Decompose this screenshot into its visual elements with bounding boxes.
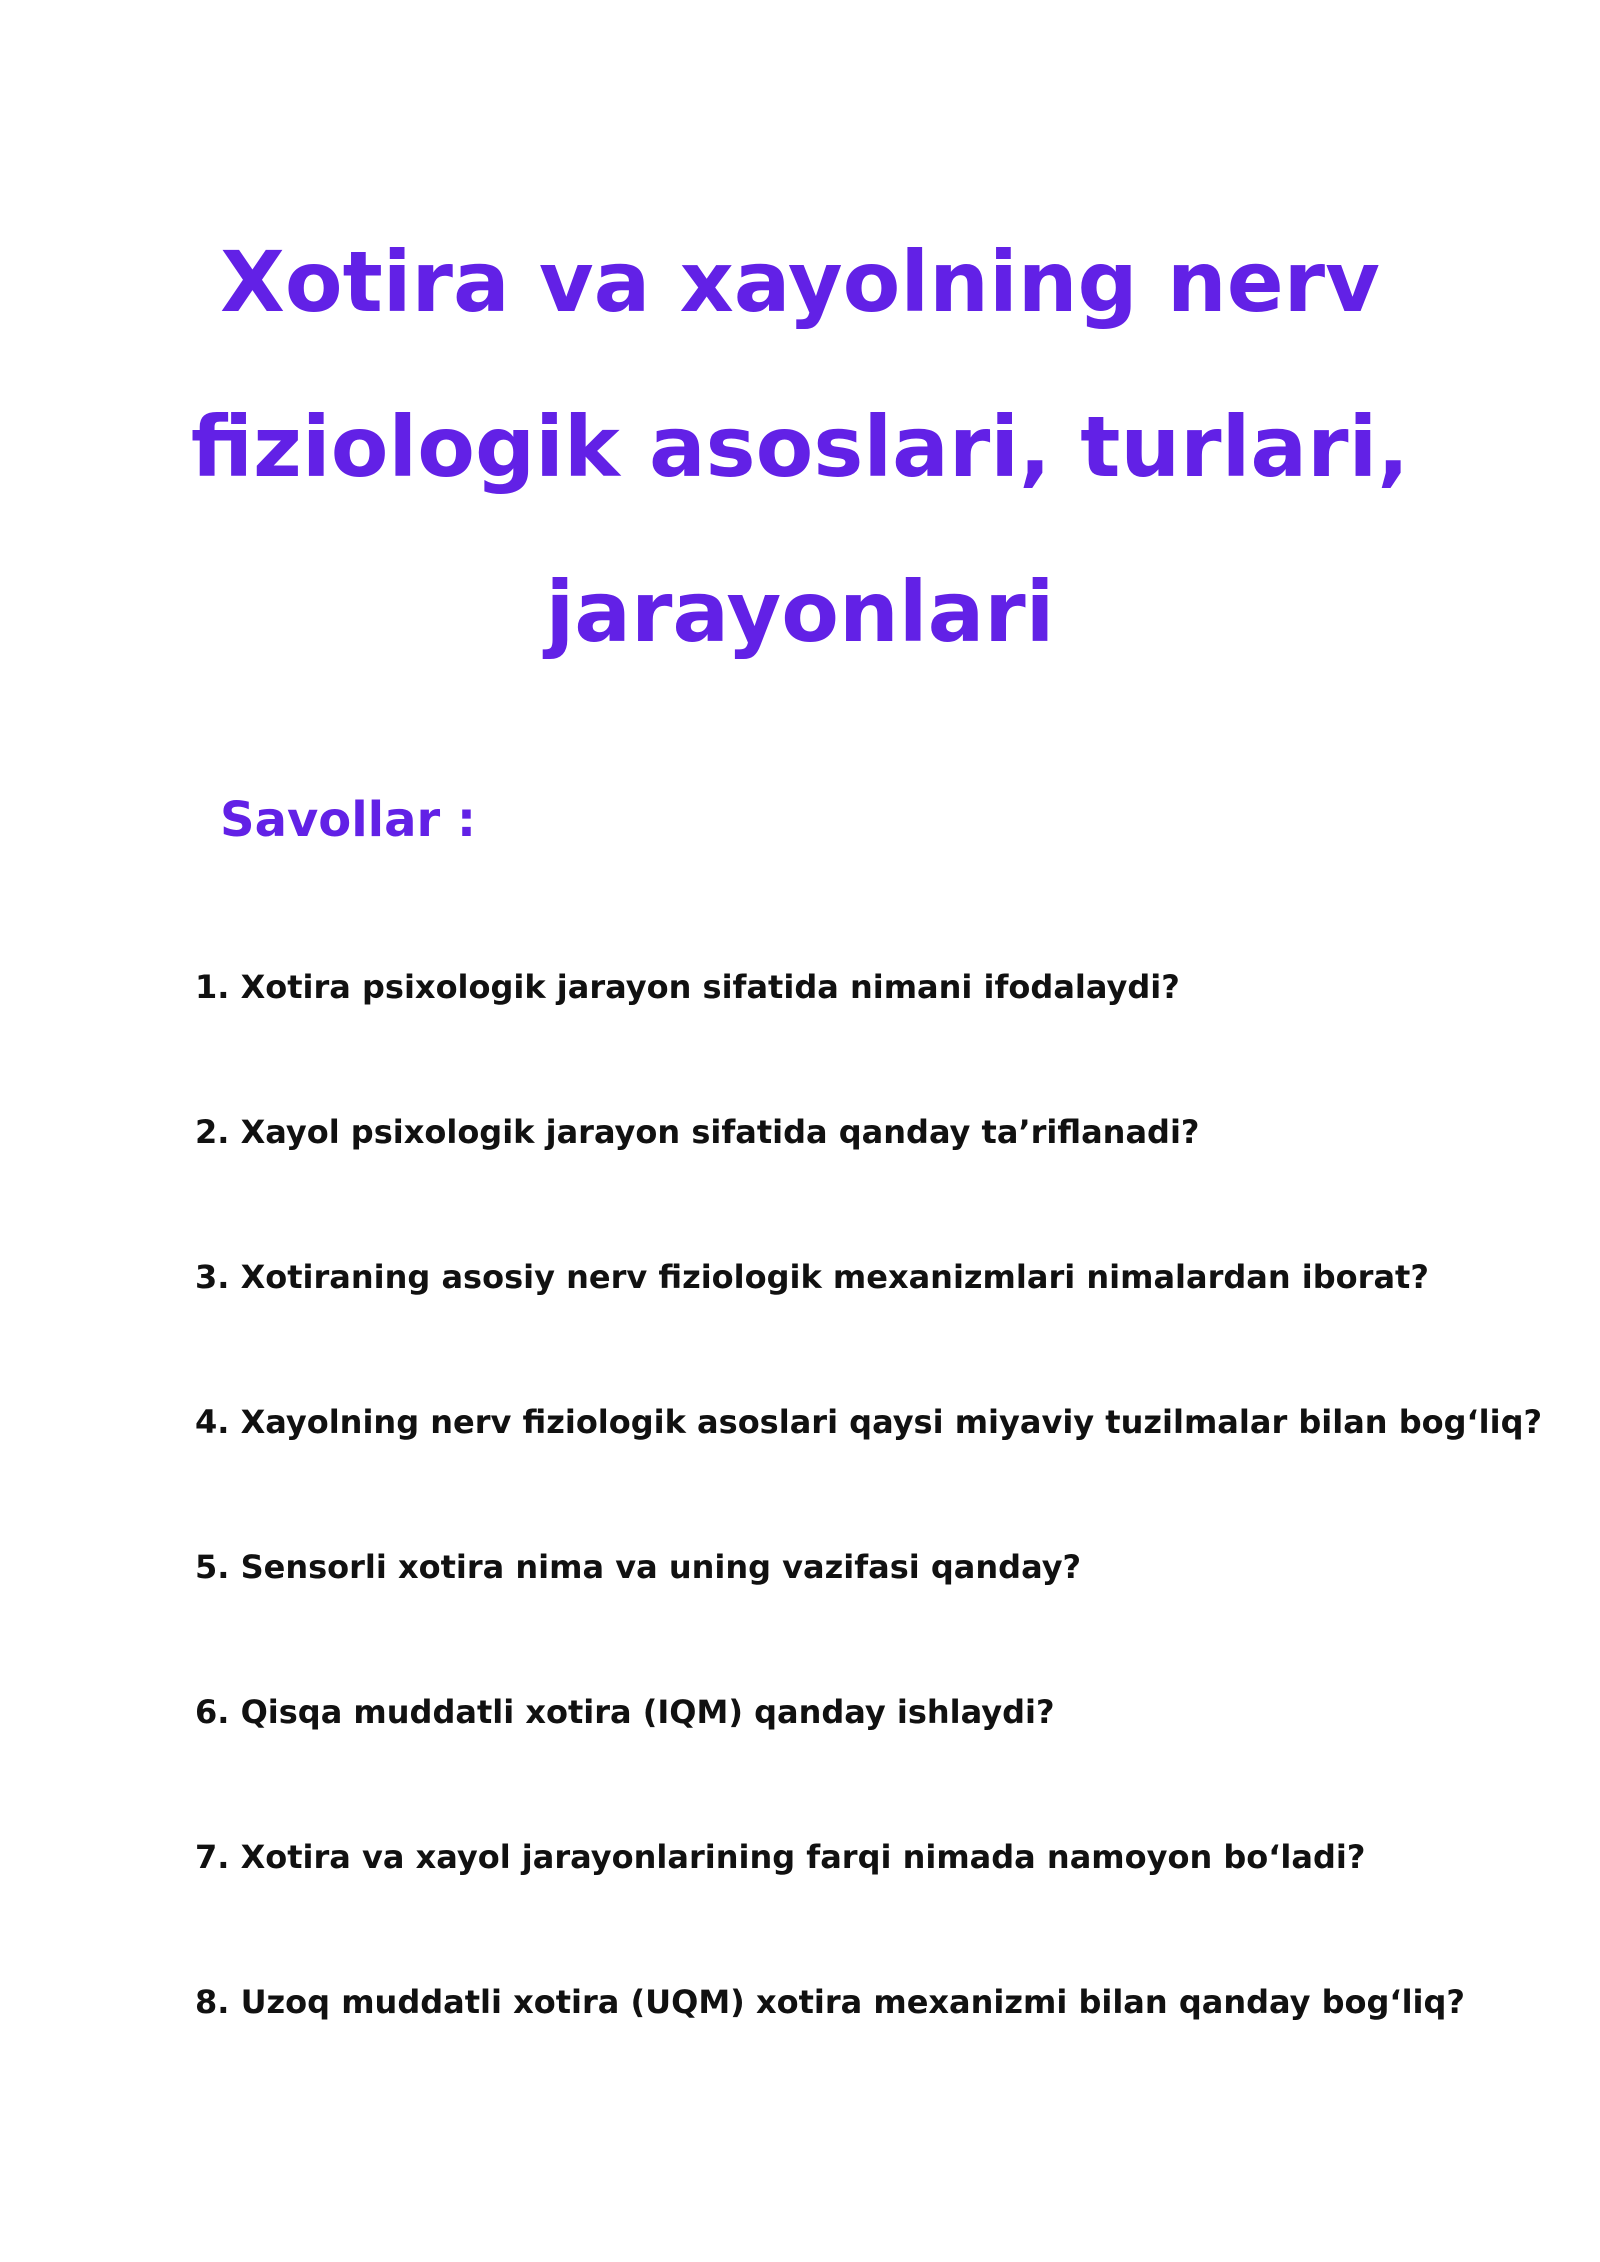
question-item: 7. Xotira va xayol jarayonlarining farqi nimada namoyon bo‘ladi? [195,1838,1366,1876]
question-item: 4. Xayolning nerv fiziologik asoslari qaysi miyaviy tuzilmalar bilan bog‘liq? [195,1403,1543,1441]
title-line-3: jarayonlari [545,563,1055,661]
section-heading: Savollar : [220,792,477,848]
question-item: 6. Qisqa muddatli xotira (IQM) qanday ishlaydi? [195,1693,1055,1731]
question-item: 3. Xotiraning asosiy nerv fiziologik mexanizmlari nimalardan iborat? [195,1258,1429,1296]
title-line-2: fiziologik asoslari, turlari, [190,398,1410,496]
question-item: 8. Uzoq muddatli xotira (UQM) xotira mexanizmi bilan qanday bog‘liq? [195,1983,1465,2021]
questions-list [195,960,1542,2120]
question-item: 1. Xotira psixologik jarayon sifatida nimani ifodalaydi? [195,968,1180,1006]
question-item: 5. Sensorli xotira nima va uning vazifasi qanday? [195,1548,1082,1586]
question-item: 2. Xayol psixologik jarayon sifatida qanday ta’riflanadi? [195,1113,1200,1151]
title-line-1: Xotira va xayolning nerv [220,233,1380,331]
document-title [0,200,1600,695]
